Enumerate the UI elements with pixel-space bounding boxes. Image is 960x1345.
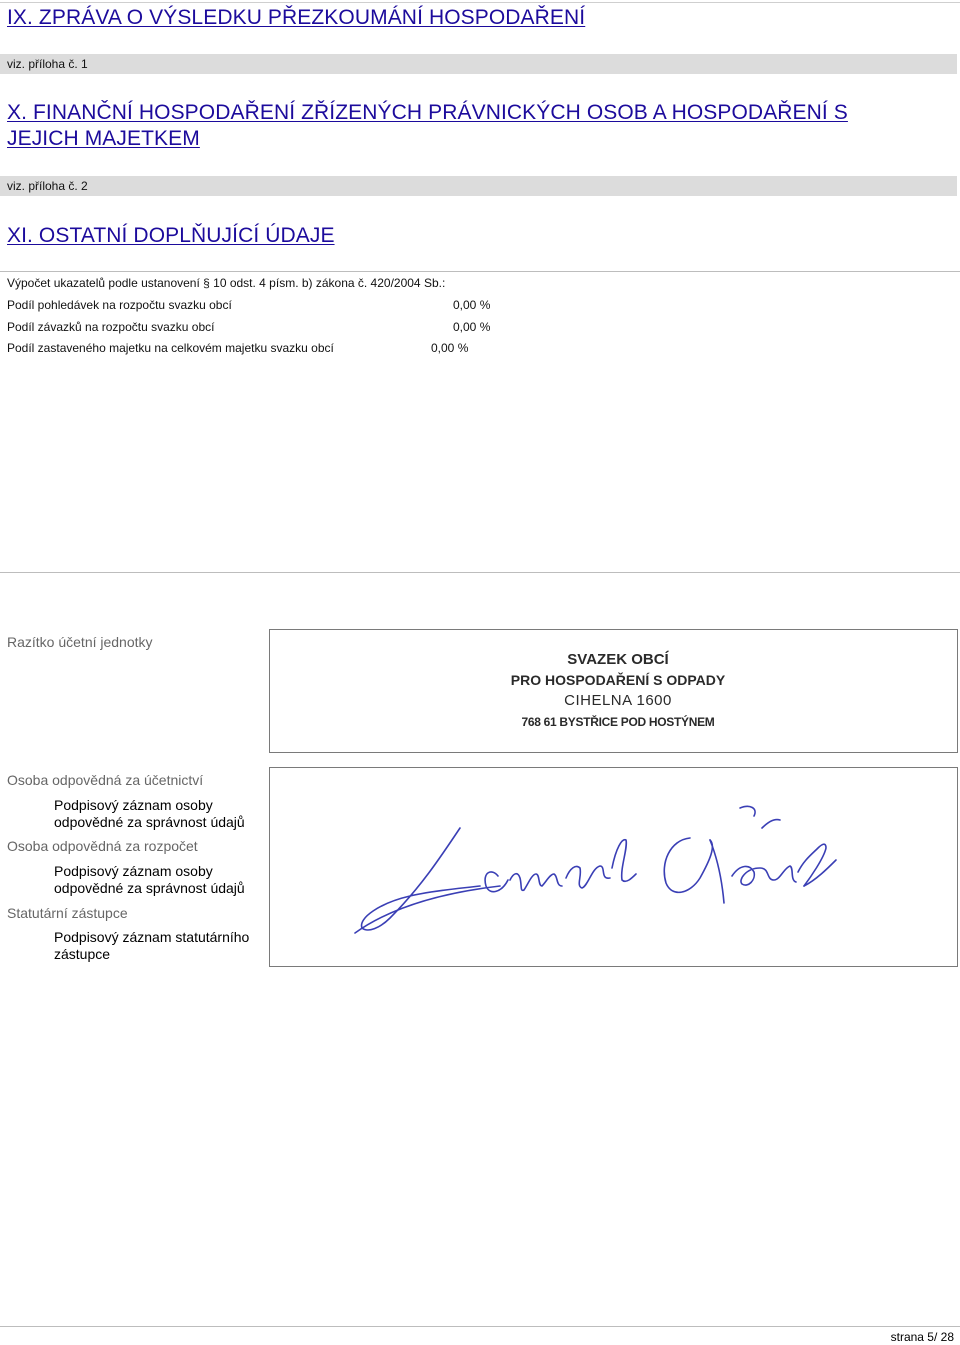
page-number: strana 5/ 28 <box>890 1330 954 1344</box>
section-x-heading-line2: JEJICH MAJETKEM <box>7 127 200 150</box>
signature-role-budget: Osoba odpovědná za rozpočet <box>7 838 198 854</box>
signature-section-rule <box>0 572 960 573</box>
organization-stamp <box>500 650 736 733</box>
stamp-line-4: 768 61 BYSTŘICE POD HOSTÝNEM <box>521 715 715 729</box>
section-ix-annex-bar <box>0 54 957 74</box>
top-rule <box>0 2 960 3</box>
stamp-line-1: SVAZEK OBCÍ <box>567 651 669 668</box>
section-x-annex-text: viz. příloha č. 2 <box>7 179 88 193</box>
indicator-label-receivables: Podíl pohledávek na rozpočtu svazku obcí <box>7 298 232 312</box>
signature-note-statutory-line2: zástupce <box>54 946 111 962</box>
stamp-line-3: CIHELNA 1600 <box>564 692 672 709</box>
handwritten-signature <box>270 768 957 966</box>
indicator-value-liabilities: 0,00 % <box>453 320 491 334</box>
section-x-annex-bar <box>0 176 957 196</box>
indicators-intro: Výpočet ukazatelů podle ustanovení § 10 odst. 4 písm. b) zákona č. 420/2004 Sb.: <box>7 276 446 290</box>
indicator-label-liabilities: Podíl závazků na rozpočtu svazku obcí <box>7 320 215 334</box>
footer-rule <box>0 1326 960 1327</box>
signature-box <box>269 767 958 967</box>
signature-note-budget-line2: odpovědné za správnost údajů <box>54 880 245 896</box>
signature-role-accounting: Osoba odpovědná za účetnictví <box>7 772 204 788</box>
indicator-label-pledged-assets: Podíl zastaveného majetku na celkovém majetku svazku obcí <box>7 341 334 355</box>
section-ix-annex-text: viz. příloha č. 1 <box>7 57 88 71</box>
section-xi-heading: XI. OSTATNÍ DOPLŇUJÍCÍ ÚDAJE <box>7 224 335 247</box>
stamp-line-2: PRO HOSPODAŘENÍ S ODPADY <box>510 672 726 688</box>
signature-note-accounting-line1: Podpisový záznam osoby <box>54 797 213 813</box>
section-x-heading-line1: X. FINANČNÍ HOSPODAŘENÍ ZŘÍZENÝCH PRÁVNICKÝCH OSOB A HOSPODAŘENÍ S <box>7 101 848 124</box>
indicator-value-receivables: 0,00 % <box>453 298 491 312</box>
stamp-label: Razítko účetní jednotky <box>7 634 153 650</box>
signature-note-budget-line1: Podpisový záznam osoby <box>54 863 213 879</box>
signature-note-statutory-line1: Podpisový záznam statutárního <box>54 929 250 945</box>
signature-note-accounting-line2: odpovědné za správnost údajů <box>54 814 245 830</box>
indicator-value-pledged-assets: 0,00 % <box>431 341 469 355</box>
section-xi-rule <box>0 271 960 272</box>
section-ix-heading: IX. ZPRÁVA O VÝSLEDKU PŘEZKOUMÁNÍ HOSPODAŘENÍ <box>7 6 586 29</box>
signature-role-statutory: Statutární zástupce <box>7 905 128 921</box>
